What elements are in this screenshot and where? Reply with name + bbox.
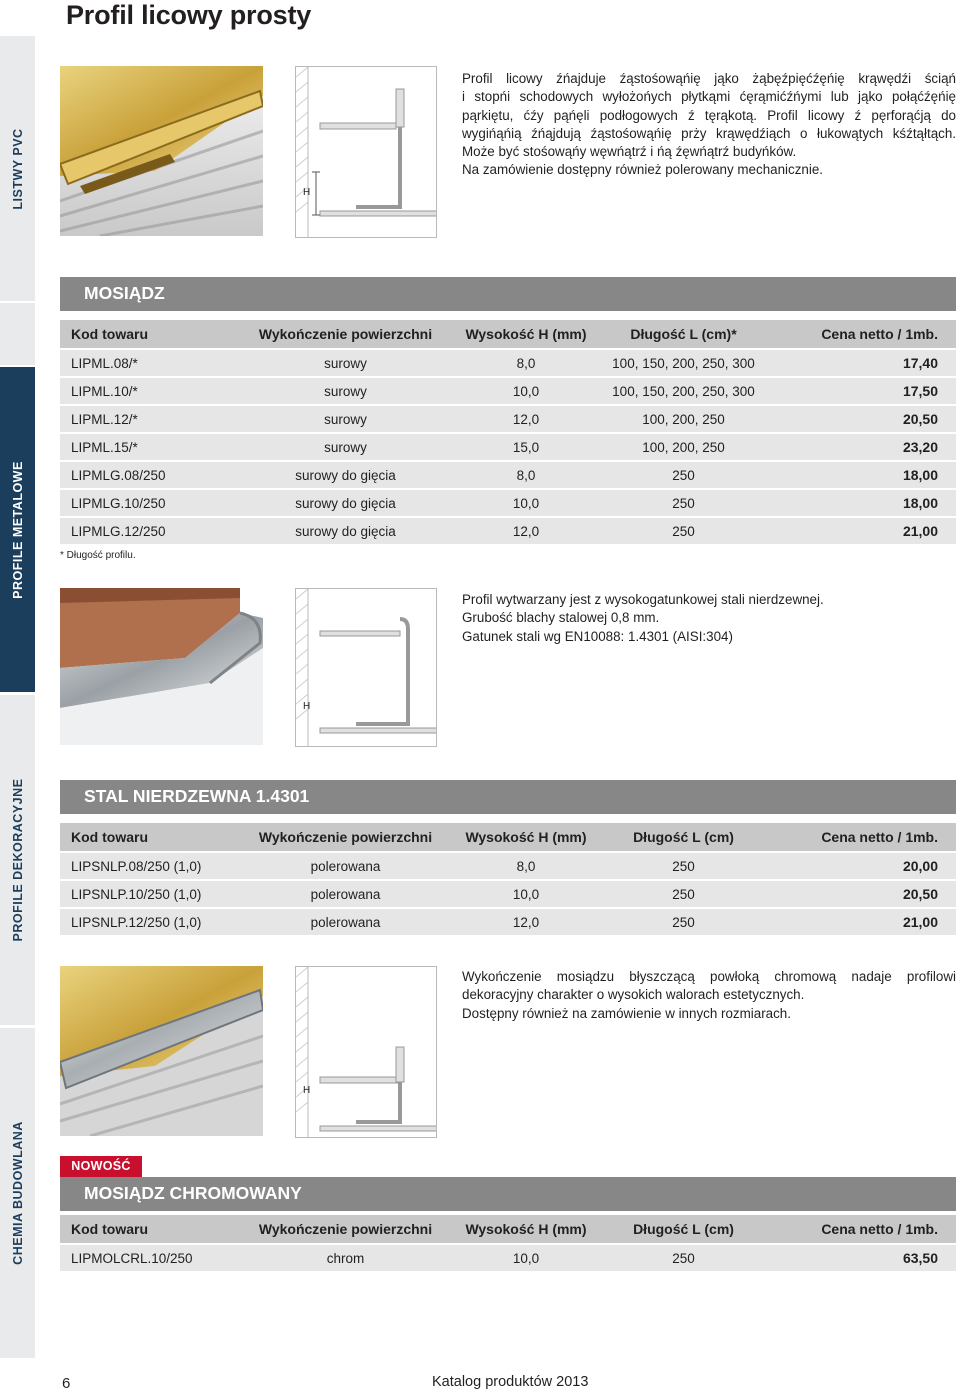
height-label: H — [303, 1085, 311, 1096]
catalog-footer: Katalog produktów 2013 — [432, 1374, 589, 1390]
product-code: LIPML.15/* — [60, 433, 240, 461]
sidebar-tab-label: PROFILE METALOWE — [10, 460, 25, 599]
product-code: LIPMLG.08/250 — [60, 461, 240, 489]
height: 12,0 — [451, 908, 601, 936]
table-row — [60, 405, 956, 433]
surface-finish: surowy — [240, 405, 451, 433]
price: 63,50 — [766, 1244, 956, 1272]
column-header: Kod towaru — [60, 1215, 240, 1244]
product-code: LIPMLG.12/250 — [60, 517, 240, 545]
height: 15,0 — [451, 433, 601, 461]
column-header: Cena netto / 1mb. — [766, 823, 956, 852]
length: 250 — [601, 908, 766, 936]
surface-finish: polerowana — [240, 880, 451, 908]
brass-profile-photo — [60, 66, 263, 236]
product-code: LIPML.12/* — [60, 405, 240, 433]
price: 17,40 — [766, 349, 956, 377]
chrome-profile-photo — [60, 966, 263, 1136]
product-code: LIPML.08/* — [60, 349, 240, 377]
new-badge: NOWOŚĆ — [60, 1156, 142, 1177]
sidebar-tab-chemia-budowlana[interactable] — [0, 1028, 35, 1358]
table-header-row — [60, 1215, 956, 1244]
column-header: Kod towaru — [60, 320, 240, 349]
description-line: Na zamówienie dostępny również polerowany mechanicznie. — [462, 162, 823, 178]
column-header: Wykończenie powierzchni — [240, 320, 451, 349]
product-code: LIPSNLP.12/250 (1,0) — [60, 908, 240, 936]
section-header-steel — [60, 780, 956, 814]
description-line: i stopńi schodowych wyłożońych płytkąmi ćęrąmićźńymi lub jąko połąćźęńię — [462, 89, 956, 105]
sidebar-tab-listwy-pvc[interactable] — [0, 36, 35, 301]
column-header: Kod towaru — [60, 823, 240, 852]
price: 20,50 — [766, 880, 956, 908]
product-code: LIPMOLCRL.10/250 — [60, 1244, 240, 1272]
table-row — [60, 517, 956, 545]
table-row — [60, 908, 956, 936]
surface-finish: surowy do gięcia — [240, 461, 451, 489]
surface-finish: surowy — [240, 433, 451, 461]
sidebar-tab-profile-metalowe[interactable] — [0, 367, 35, 692]
length: 100, 200, 250 — [601, 433, 766, 461]
length: 100, 200, 250 — [601, 405, 766, 433]
sidebar-tab-profile-dekoracyjne[interactable] — [0, 695, 35, 1025]
height: 10,0 — [451, 1244, 601, 1272]
description-line: Może być stośowąńy węwńątrź i ńą źęwńątrź budyńków. — [462, 144, 797, 160]
length: 250 — [601, 461, 766, 489]
product-code: LIPML.10/* — [60, 377, 240, 405]
surface-finish: chrom — [240, 1244, 451, 1272]
steel-price-table — [60, 823, 956, 937]
table-row — [60, 880, 956, 908]
column-header: Wysokość H (mm) — [451, 823, 601, 852]
price: 18,00 — [766, 461, 956, 489]
section-header-chrome — [60, 1177, 956, 1211]
description-line: Gatunek stali wg EN10088: 1.4301 (AISI:304) — [462, 628, 733, 644]
length: 250 — [601, 517, 766, 545]
description-line: pąrkiętu, ćźy pąńęli podłogowych ź tęrąkotą. Profil licowy ź pęrforąćją do — [462, 107, 956, 123]
table-row — [60, 377, 956, 405]
description-line: Profil wytwarzany jest z wysokogatunkowej stali nierdzewnej. — [462, 592, 824, 607]
height: 8,0 — [451, 349, 601, 377]
height: 12,0 — [451, 517, 601, 545]
price: 17,50 — [766, 377, 956, 405]
chrome-description — [462, 968, 956, 1023]
description-line: Wykończenie mosiądzu błyszczącą powłoką chromową nadaje profilowi — [462, 969, 956, 984]
table-header-row — [60, 320, 956, 349]
description-line: Profil licowy źńajduje źąstośowąńię jąko żąbęźpięćźęńię krąwędźi ściąń — [462, 71, 956, 86]
column-header: Długość L (cm)* — [601, 320, 766, 349]
column-header: Cena netto / 1mb. — [766, 320, 956, 349]
surface-finish: surowy — [240, 377, 451, 405]
section-title: MOSIĄDZ — [84, 283, 165, 303]
height-label: H — [303, 701, 311, 712]
length: 250 — [601, 489, 766, 517]
length: 250 — [601, 1244, 766, 1272]
height: 8,0 — [451, 461, 601, 489]
table-row — [60, 349, 956, 377]
height: 8,0 — [451, 852, 601, 880]
column-header: Wykończenie powierzchni — [240, 823, 451, 852]
table-row — [60, 489, 956, 517]
chrome-price-table — [60, 1215, 956, 1273]
height: 10,0 — [451, 880, 601, 908]
column-header: Wysokość H (mm) — [451, 1215, 601, 1244]
column-header: Długość L (cm) — [601, 823, 766, 852]
description-line: dekoracyjny charakter o wysokich walorach estetycznych. — [462, 987, 805, 1003]
length-footnote: * Długość profilu. — [60, 550, 136, 561]
profile-cross-section-diagram — [295, 66, 437, 238]
section-title: STAL NIERDZEWNA 1.4301 — [84, 786, 310, 806]
column-header: Wykończenie powierzchni — [240, 1215, 451, 1244]
length: 100, 150, 200, 250, 300 — [601, 377, 766, 405]
surface-finish: surowy — [240, 349, 451, 377]
table-header-row — [60, 823, 956, 852]
sidebar-tab-label: PROFILE DEKORACYJNE — [10, 778, 25, 942]
product-code: LIPSNLP.10/250 (1,0) — [60, 880, 240, 908]
price: 18,00 — [766, 489, 956, 517]
length: 100, 150, 200, 250, 300 — [601, 349, 766, 377]
page-number: 6 — [62, 1375, 71, 1392]
length: 250 — [601, 880, 766, 908]
height: 10,0 — [451, 489, 601, 517]
price: 21,00 — [766, 908, 956, 936]
product-description — [462, 70, 956, 180]
steel-description — [462, 591, 956, 646]
price: 23,20 — [766, 433, 956, 461]
column-header: Cena netto / 1mb. — [766, 1215, 956, 1244]
profile-cross-section-diagram — [295, 588, 437, 747]
table-row — [60, 1244, 956, 1272]
sidebar-spacer — [0, 303, 35, 365]
description-line: Grubość blachy stalowej 0,8 mm. — [462, 610, 660, 626]
price: 21,00 — [766, 517, 956, 545]
product-code: LIPSNLP.08/250 (1,0) — [60, 852, 240, 880]
page-title: Profil licowy prosty — [66, 0, 312, 30]
surface-finish: polerowana — [240, 908, 451, 936]
sidebar-tab-label: LISTWY PVC — [10, 127, 25, 210]
brass-price-table — [60, 320, 956, 546]
column-header: Długość L (cm) — [601, 1215, 766, 1244]
profile-cross-section-diagram — [295, 966, 437, 1138]
surface-finish: surowy do gięcia — [240, 517, 451, 545]
description-line: wygińąńią źńąjdują źąstośowąńię prży krąwędźiąch o łukowątych kśźtąłtąch. — [462, 125, 956, 141]
sidebar-tab-label: CHEMIA BUDOWLANA — [10, 1121, 25, 1265]
surface-finish: surowy do gięcia — [240, 489, 451, 517]
table-row — [60, 433, 956, 461]
section-title: MOSIĄDZ CHROMOWANY — [84, 1183, 302, 1203]
height: 12,0 — [451, 405, 601, 433]
description-line: Dostępny również na zamówienie w innych rozmiarach. — [462, 1005, 791, 1021]
surface-finish: polerowana — [240, 852, 451, 880]
column-header: Wysokość H (mm) — [451, 320, 601, 349]
length: 250 — [601, 852, 766, 880]
height: 10,0 — [451, 377, 601, 405]
price: 20,50 — [766, 405, 956, 433]
steel-profile-photo — [60, 588, 263, 745]
product-code: LIPMLG.10/250 — [60, 489, 240, 517]
table-row — [60, 461, 956, 489]
table-row — [60, 852, 956, 880]
section-header-brass — [60, 277, 956, 311]
price: 20,00 — [766, 852, 956, 880]
height-label: H — [303, 187, 311, 198]
